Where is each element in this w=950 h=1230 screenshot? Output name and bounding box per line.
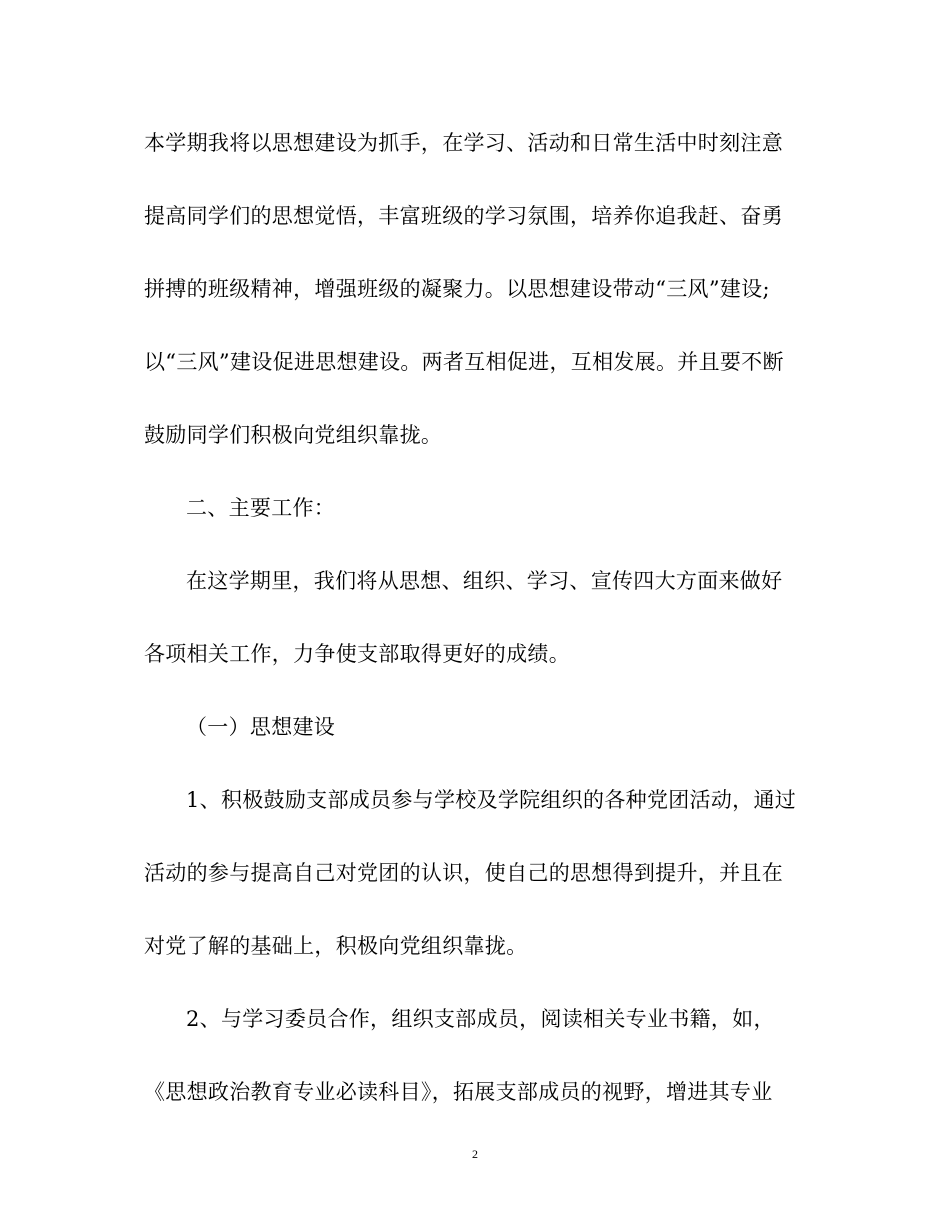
section-heading: 二、主要工作： [186,496,336,520]
list-item-line: 《思想政治教育专业必读科目》，拓展支部成员的视野，增进其专业 [144,1080,773,1104]
paragraph-line: 拼搏的班级精神，增强班级的凝聚力。以思想建设带动“三风”建设; [144,277,770,301]
list-item-line: 活动的参与提高自己对党团的认识，使自己的思想得到提升，并且在 [144,861,783,885]
paragraph-line: 本学期我将以思想建设为抓手，在学习、活动和日常生活中时刻注意 [144,131,783,155]
page-number: 2 [472,1147,478,1161]
document-body [144,121,808,1143]
paragraph-line: 各项相关工作，力争使支部取得更好的成绩。 [144,642,570,666]
paragraph-line: 鼓励同学们积极向党组织靠拢。 [144,423,443,447]
paragraph-line: 以“三风”建设促进思想建设。两者互相促进，互相发展。并且要不断 [144,350,784,374]
list-item-line: 1、积极鼓励支部成员参与学校及学院组织的各种党团活动，通过 [186,788,797,812]
paragraph-line: 在这学期里，我们将从思想、组织、学习、宣传四大方面来做好 [186,569,783,593]
subsection-heading: （一）思想建设 [186,715,336,739]
list-item-line: 2、与学习委员合作，组织支部成员，阅读相关专业书籍，如， [186,1007,775,1031]
list-item-line: 对党了解的基础上，积极向党组织靠拢。 [144,934,528,958]
paragraph-line: 提高同学们的思想觉悟，丰富班级的学习氛围，培养你追我赶、奋勇 [144,204,783,228]
